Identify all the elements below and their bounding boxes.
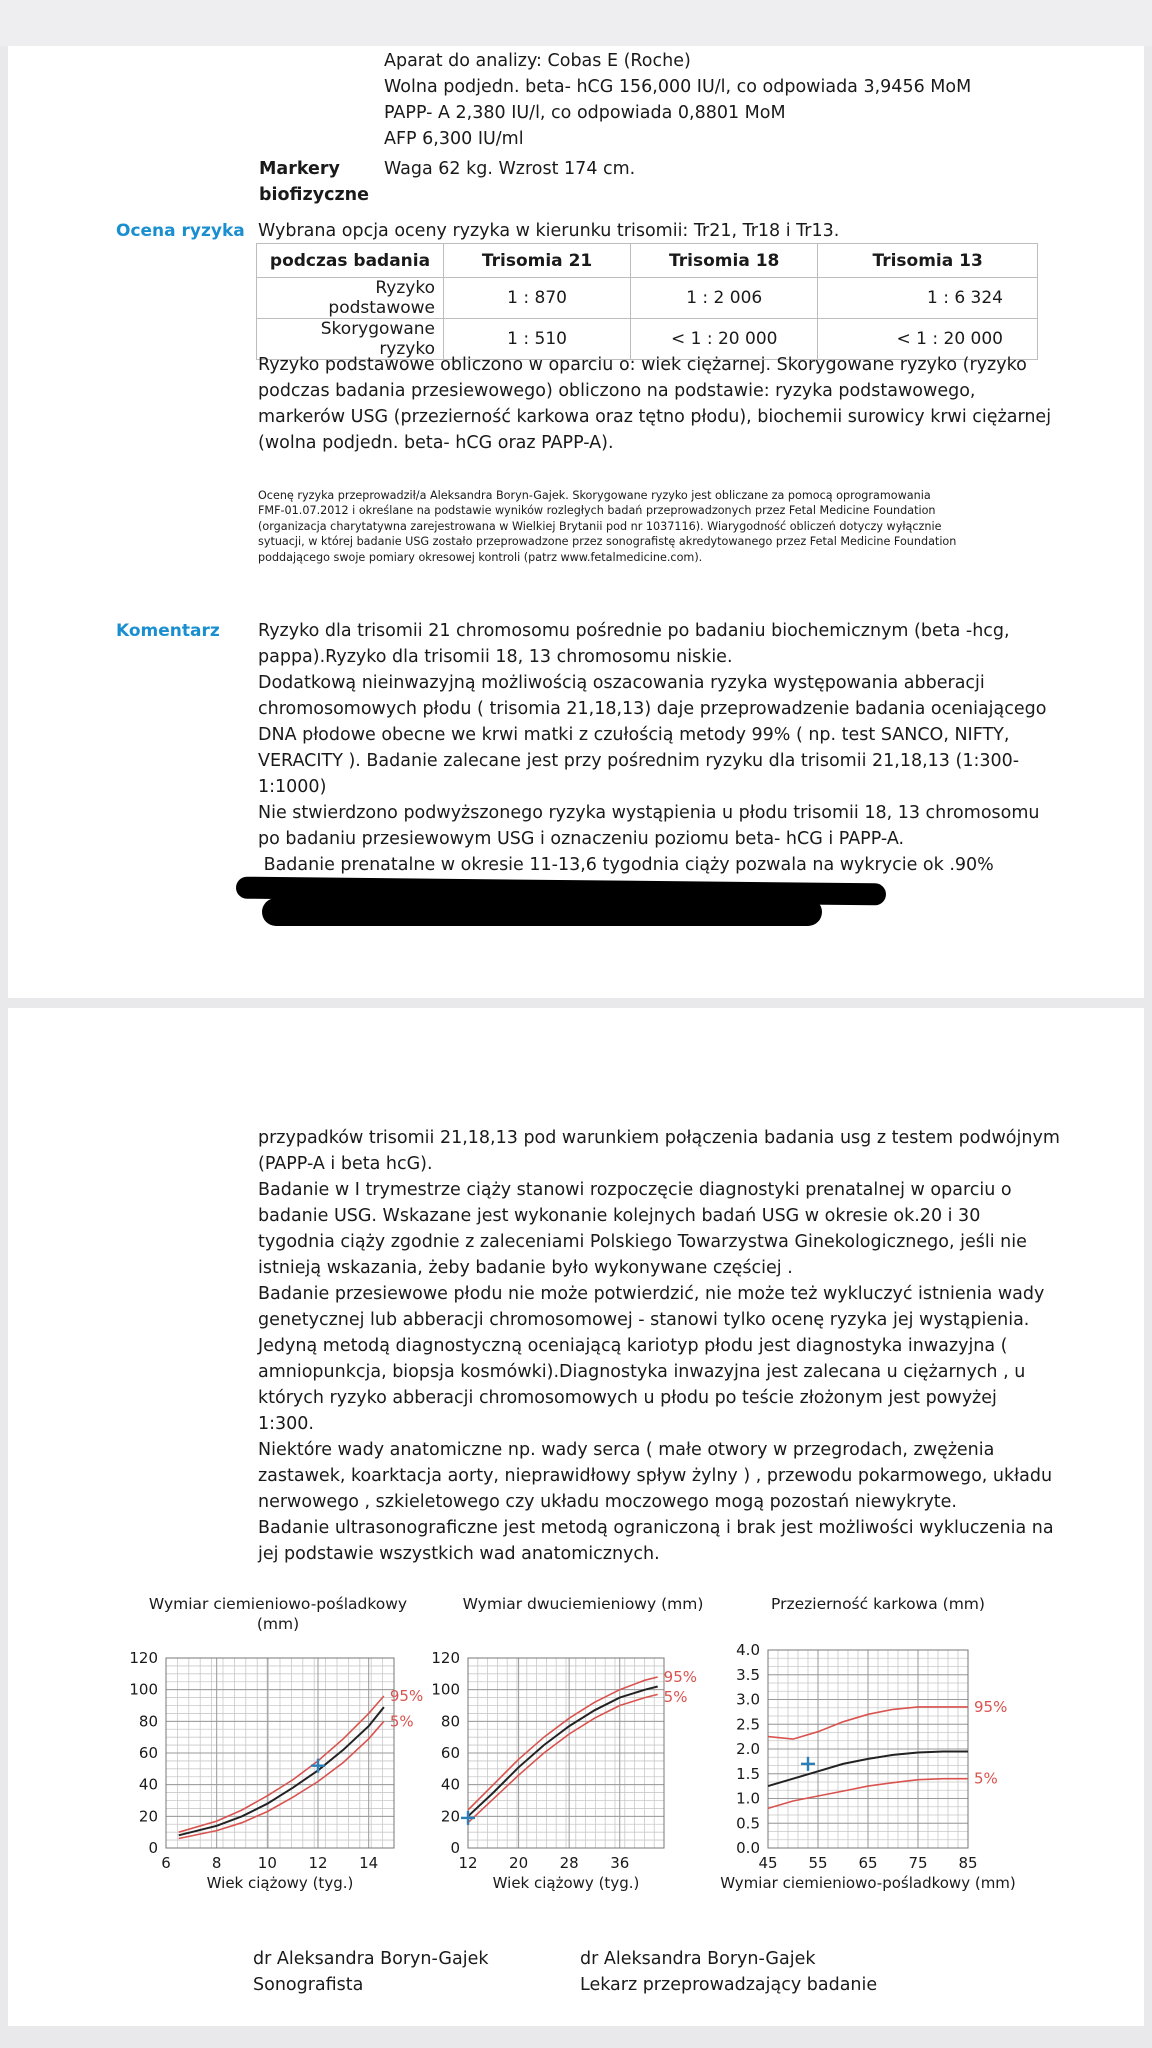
chart-crl [118,1642,424,1892]
risk-table [256,243,1038,360]
x-tick-label: 12 [458,1854,478,1872]
continuation-line: Badanie przesiewowe płodu nie może potwierdzić, nie może też wykluczyć istnienia wady [258,1284,1045,1304]
continuation-line: amniopunkcja, biopsja kosmówki).Diagnostyka inwazyjna jest zalecana u ciężarnych , u [258,1362,1026,1382]
signature-role: Sonografista [253,1975,364,1995]
continuation-line: istnieją wskazania, żeby badanie było wykonywane częściej . [258,1258,793,1278]
y-tick-label: 60 [138,1744,158,1762]
x-tick-label: 14 [359,1854,379,1872]
comment-line: Dodatkową nieinwazyjną możliwością oszacowania ryzyka występowania abberacji [258,673,985,693]
table-cell: < 1 : 20 000 [631,319,818,360]
table-header: podczas badania [257,244,444,278]
y-tick-label: 80 [440,1712,460,1731]
chart-bpd [420,1642,740,1892]
y-tick-label: 20 [440,1807,460,1826]
series-label: 5% [974,1769,998,1788]
continuation-line: (PAPP-A i beta hcG). [258,1154,433,1174]
y-tick-label: 80 [138,1712,158,1731]
continuation-text [258,1125,1060,1567]
continuation-line: Badanie ultrasonograficzne jest metodą ograniczoną i brak jest możliwości wykluczenia na [258,1518,1054,1538]
x-tick-label: 85 [958,1854,978,1872]
markers-label [259,156,369,208]
comment-line: DNA płodowe obecne we krwi matki z czułością metody 99% ( np. test SANCO, NIFTY, [258,725,1010,745]
x-tick-label: 10 [257,1854,277,1872]
continuation-line: których ryzyko abberacji chromosomowych u płodu po teście złożonym jest powyżej [258,1388,997,1408]
continuation-line: genetycznej lub abberacji chromosomowej - stanowi tylko ocenę ryzyka jej wystąpienia. [258,1310,1030,1330]
x-axis-label: Wiek ciążowy (tyg.) [492,1874,640,1892]
x-axis-label: Wiek ciążowy (tyg.) [206,1874,354,1892]
x-tick-label: 28 [559,1854,579,1872]
y-tick-label: 1.5 [736,1764,760,1783]
risk-note-line: (wolna podjedn. beta- hCG oraz PAPP-A). [258,433,614,453]
risk-note-line: podczas badania przesiewowego) obliczono na podstawie: ryzyka podstawowego, [258,381,976,401]
chart-title-nt: Przezierność karkowa (mm) [771,1595,985,1613]
fine-print-line: sytuacji, w której badanie USG zostało przeprowadzone przez sonografistę akredytowanego przez Fetal Medicine Foundation [258,535,957,549]
table-cell: 1 : 510 [444,319,631,360]
fine-print-line: (organizacja charytatywna zarejestrowana w Wielkiej Brytanii pod nr 1037116). Wiarygodność obliczeń dotyczy wyłącznie [258,519,942,533]
y-tick-label: 2.5 [736,1715,760,1734]
comment-line: Ryzyko dla trisomii 21 chromosomu pośrednie po badaniu biochemicznym (beta -hcg, [258,621,1010,641]
table-cell: < 1 : 20 000 [818,319,1038,360]
signature-role: Lekarz przeprowadzający badanie [580,1975,878,1995]
y-tick-label: 100 [129,1680,158,1699]
table-cell: Ryzyko podstawowe [257,278,444,319]
comment-line: VERACITY ). Badanie zalecane jest przy pośrednim ryzyku dla trisomii 21,18,13 (1:300- [258,751,1020,771]
continuation-line: Jedyną metodą diagnostyczną oceniającą kariotyp płodu jest diagnostyka inwazyjna ( [258,1336,1008,1356]
x-tick-label: 12 [308,1854,328,1872]
signature-physician [580,1946,877,1998]
signature-name: dr Aleksandra Boryn-Gajek [580,1949,816,1969]
lab-line: AFP 6,300 IU/ml [384,129,524,149]
y-tick-label: 60 [440,1744,460,1762]
comment-text [258,618,1046,878]
y-tick-label: 0.5 [736,1814,760,1833]
risk-note-line: markerów USG (przezierność karkowa oraz tętno płodu), biochemii surowicy krwi ciężarnej [258,407,1052,427]
series-label: 95% [974,1697,1008,1716]
y-tick-label: 1.0 [736,1789,760,1808]
series-label: 5% [663,1688,688,1706]
x-tick-label: 55 [808,1854,828,1872]
series-label: 95% [389,1687,424,1705]
risk-intro: Wybrana opcja oceny ryzyka w kierunku trisomii: Tr21, Tr18 i Tr13. [258,221,840,241]
x-tick-label: 75 [908,1854,928,1872]
y-tick-label: 40 [138,1775,158,1794]
fine-print-line: Ocenę ryzyka przeprowadził/a Aleksandra Boryn-Gajek. Skorygowane ryzyko jest obliczane za pomocą oprogramowania [258,489,931,502]
risk-note [258,352,1051,456]
lab-line: Aparat do analizy: Cobas E (Roche) [384,51,691,71]
chart-title-bpd: Wymiar dwuciemieniowy (mm) [462,1595,704,1613]
continuation-line: zastawek, koarktacja aorty, nieprawidłowy spływ żylny ) , przewodu pokarmowego, układu [258,1466,1053,1486]
table-header-row [257,244,1038,278]
x-axis-label: Wymiar ciemieniowo-pośladkowy (mm) [720,1874,1016,1892]
y-tick-label: 0 [148,1839,158,1857]
fine-print [258,488,956,565]
y-tick-label: 120 [129,1649,158,1667]
risk-note-line: Ryzyko podstawowe obliczono w oparciu o: wiek ciężarnej. Skorygowane ryzyko (ryzyko [258,355,1027,375]
y-tick-label: 120 [431,1649,460,1667]
measurement-point [801,1757,815,1771]
comment-line: pappa).Ryzyko dla trisomii 18, 13 chromosomu niskie. [258,647,733,667]
report-page-1 [8,46,1144,998]
comment-line: 1:1000) [258,777,327,797]
table-row [257,278,1038,319]
continuation-line: jej podstawie wszystkich wad anatomicznych. [258,1544,660,1564]
comment-line: Badanie prenatalne w okresie 11-13,6 tygodnia ciąży pozwala na wykrycie ok .90% [258,855,994,875]
report-page-2 [8,1008,1144,2026]
continuation-line: nerwowego , szkieletowego czy układu moczowego mogą pozostań niewykryte. [258,1492,957,1512]
signature-sonographer [253,1946,488,1998]
continuation-line: badanie USG. Wskazane jest wykonanie kolejnych badań USG w okresie ok.20 i 30 [258,1206,981,1226]
x-tick-label: 36 [610,1854,630,1872]
lab-results [384,48,971,152]
y-tick-label: 3.0 [736,1690,760,1709]
series-line [179,1696,384,1832]
chart-nt [708,1642,1048,1892]
table-header: Trisomia 21 [444,244,631,278]
y-tick-label: 0.0 [736,1839,760,1857]
continuation-line: przypadków trisomii 21,18,13 pod warunkiem połączenia badania usg z testem podwójnym [258,1128,1060,1148]
comment-line: chromosomowych płodu ( trisomia 21,18,13) daje przeprowadzenie badania oceniającego [258,699,1047,719]
y-tick-label: 3.5 [736,1665,760,1684]
signature-name: dr Aleksandra Boryn-Gajek [253,1949,489,1969]
redaction-mark [262,898,822,926]
x-tick-label: 20 [509,1854,529,1872]
x-tick-label: 8 [211,1854,222,1872]
x-tick-label: 6 [161,1854,171,1872]
markers-value: Waga 62 kg. Wzrost 174 cm. [384,159,636,179]
y-tick-label: 20 [138,1807,158,1826]
top-bar [0,0,1152,46]
continuation-line: Badanie w I trymestrze ciąży stanowi rozpoczęcie diagnostyki prenatalnej w oparciu o [258,1180,1012,1200]
y-tick-label: 100 [431,1680,460,1699]
y-tick-label: 0 [450,1839,460,1857]
fine-print-line: FMF-01.07.2012 i określane na podstawie wyników rozległych badań przeprowadzonych przez Fetal Medicine Foundation [258,504,936,518]
lab-line: Wolna podjedn. beta- hCG 156,000 IU/l, co odpowiada 3,9456 MoM [384,77,972,97]
series-label: 95% [663,1668,698,1686]
comment-section-label: Komentarz [116,621,220,641]
table-cell: 1 : 6 324 [818,278,1038,319]
comment-line: po badaniu przesiewowym USG i oznaczeniu poziomu beta- hCG i PAPP-A. [258,829,905,849]
y-tick-label: 40 [440,1775,460,1794]
series-label: 5% [389,1712,414,1731]
table-header: Trisomia 18 [631,244,818,278]
continuation-line: 1:300. [258,1414,314,1434]
comment-line: Nie stwierdzono podwyższonego ryzyka wystąpienia u płodu trisomii 18, 13 chromosomu [258,803,1040,823]
table-header: Trisomia 13 [818,244,1038,278]
continuation-line: Niektóre wady anatomiczne np. wady serca ( małe otwory w przegrodach, zwężenia [258,1440,995,1460]
table-cell: 1 : 2 006 [631,278,818,319]
lab-line: PAPP- A 2,380 IU/l, co odpowiada 0,8801 MoM [384,103,786,123]
chart-title-crl: Wymiar ciemieniowo-pośladkowy (mm) [148,1595,408,1633]
continuation-line: tygodnia ciąży zgodnie z zaleceniami Polskiego Towarzystwa Ginekologicznego, jeśli nie [258,1232,1027,1252]
series-line [179,1721,384,1838]
table-cell: 1 : 870 [444,278,631,319]
risk-section-label: Ocena ryzyka [116,221,245,241]
x-tick-label: 45 [758,1854,778,1872]
table-cell: Skorygowane ryzyko [257,319,444,360]
y-tick-label: 4.0 [736,1641,760,1659]
y-tick-label: 2.0 [736,1740,760,1758]
fine-print-line: poddającego swoje pomiary okresowej kontroli (patrz www.fetalmedicine.com). [258,550,703,564]
markers-label-line: biofizyczne [259,185,369,205]
x-tick-label: 65 [858,1854,878,1872]
markers-label-line: Markery [259,159,340,179]
